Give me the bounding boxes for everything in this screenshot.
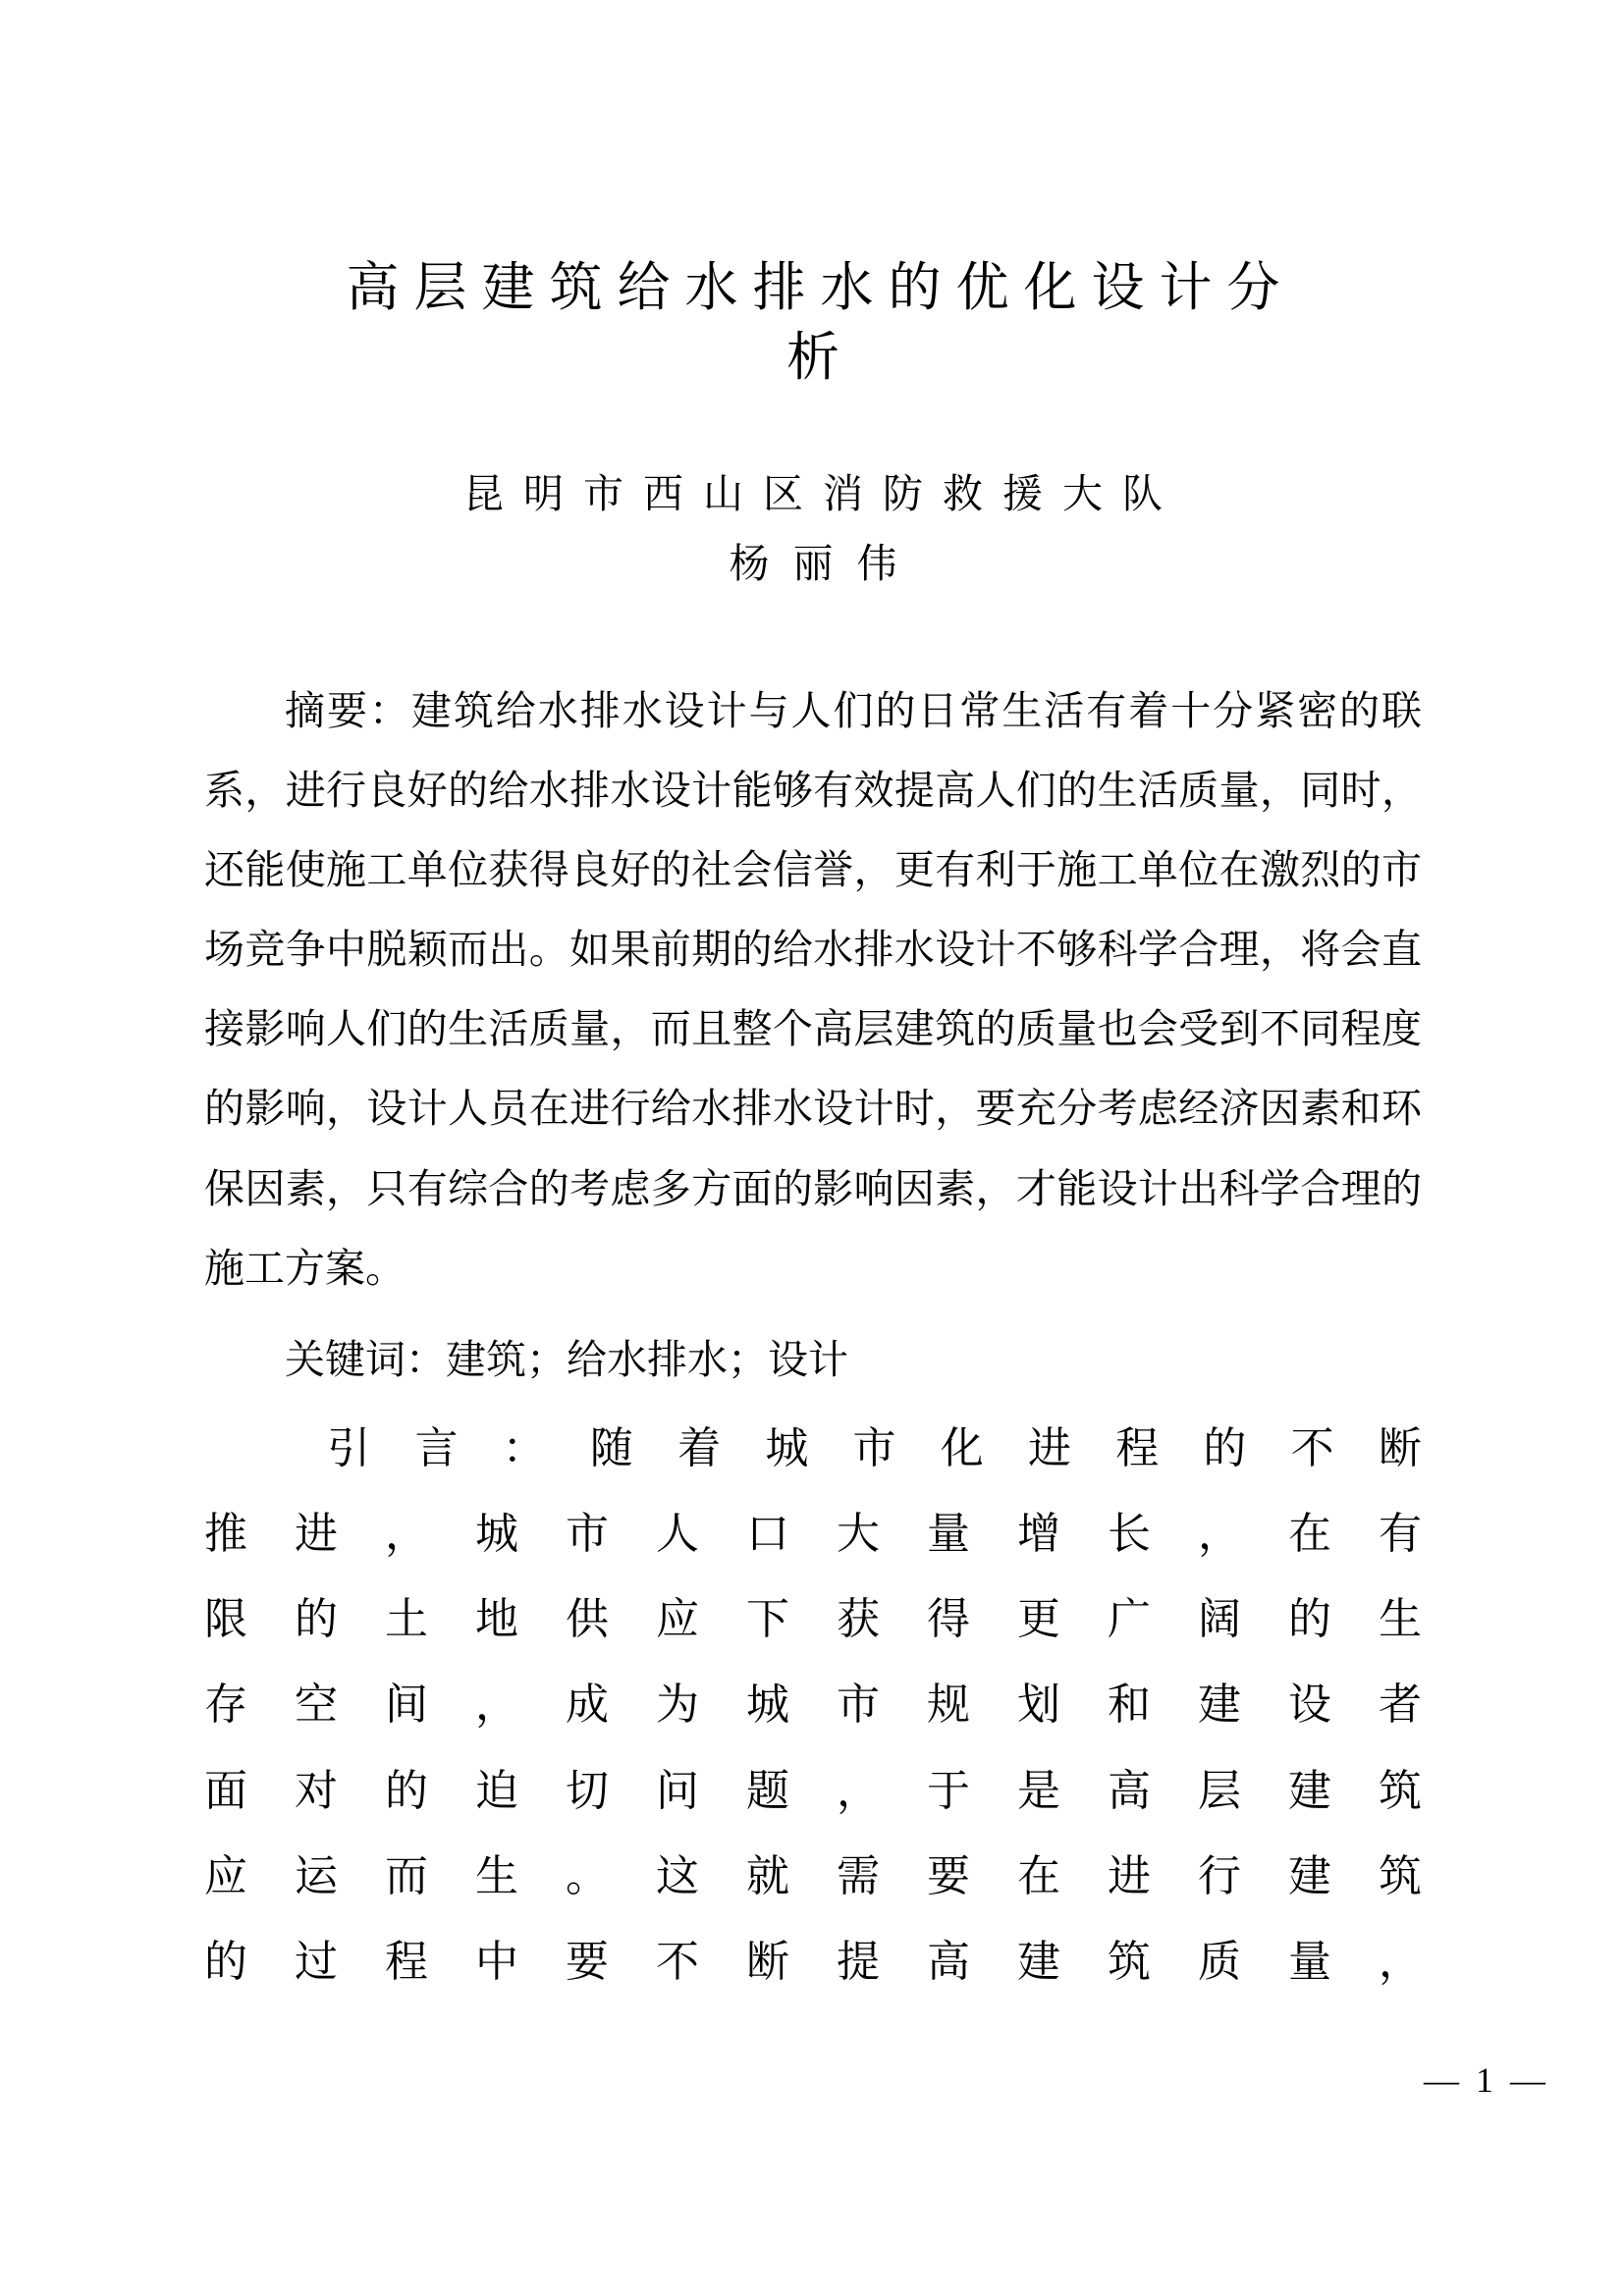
- intro-char: 不: [656, 1937, 699, 1986]
- intro-char: 而: [385, 1851, 428, 1900]
- intro-char: 市: [566, 1510, 609, 1559]
- intro-char: 高: [1108, 1766, 1151, 1815]
- intro-line: [204, 1406, 1422, 1491]
- intro-char: 这: [656, 1851, 699, 1900]
- intro-char: 要: [566, 1937, 609, 1986]
- intro-char: 需: [837, 1851, 880, 1900]
- intro-char: 随: [589, 1424, 633, 1473]
- intro-char: 。: [566, 1851, 609, 1900]
- intro-char: 限: [204, 1595, 247, 1644]
- abstract-paragraph: [204, 595, 1422, 1308]
- intro-char: 是: [1017, 1766, 1060, 1815]
- intro-char: 过: [295, 1937, 338, 1986]
- intro-char: 筑: [1379, 1766, 1422, 1815]
- intro-char: 城: [746, 1681, 789, 1730]
- intro-char: 筑: [1108, 1937, 1151, 1986]
- page-content: [204, 0, 1422, 2004]
- intro-char: 市: [837, 1681, 880, 1730]
- intro-char: ，: [1198, 1510, 1241, 1559]
- intro-char: 成: [566, 1681, 609, 1730]
- abstract-line: 同程度的影响，设计人员在进行给水排水设计时，要充分考虑经济: [204, 1006, 1423, 1132]
- intro-char: 存: [204, 1681, 247, 1730]
- intro-char: 提: [837, 1937, 880, 1986]
- intro-char: 于: [927, 1766, 970, 1815]
- intro-indent: [204, 1406, 283, 1491]
- intro-char: 切: [566, 1766, 609, 1815]
- abstract-line: 市场竞争中脱颖而出。如果前期的给水排水设计不够科学合理，将: [204, 846, 1422, 973]
- intro-line: [204, 1662, 1422, 1747]
- intro-char: 空: [295, 1681, 338, 1730]
- intro-char: 间: [385, 1681, 428, 1730]
- intro-char: 应: [204, 1851, 247, 1900]
- intro-char: 在: [1017, 1851, 1060, 1900]
- intro-char: 建: [1017, 1937, 1060, 1986]
- intro-char: ，: [475, 1681, 518, 1730]
- abstract-line: 因素和环保因素，只有综合的考虑多方面的影响因素，才能设计出: [204, 1086, 1423, 1211]
- intro-char: 程: [1115, 1424, 1160, 1473]
- intro-line: [204, 1919, 1422, 2004]
- intro-char: 质: [1198, 1937, 1241, 1986]
- abstract-line: 科学合理的施工方案。: [204, 1165, 1423, 1291]
- intro-char: 进: [1108, 1851, 1151, 1900]
- intro-char: 规: [927, 1681, 970, 1730]
- intro-char: 进: [295, 1510, 338, 1559]
- page-title: [204, 0, 1422, 394]
- abstract-line: 摘要：建筑给水排水设计与人们的日常生活有着十分紧密的联: [285, 687, 1422, 733]
- intro-char: 在: [1288, 1510, 1331, 1559]
- intro-char: 建: [1288, 1851, 1331, 1900]
- intro-char: ：: [502, 1424, 546, 1473]
- intro-char: 得: [927, 1595, 970, 1644]
- affiliation: 昆明市西山区消防救援大队: [463, 470, 1182, 516]
- intro-line: [204, 1748, 1422, 1834]
- intro-char: 要: [927, 1851, 970, 1900]
- intro-char: 进: [1027, 1424, 1071, 1473]
- abstract-line: 会直接影响人们的生活质量，而且整个高层建筑的质量也会受到不: [204, 927, 1423, 1052]
- intro-char: 的: [1203, 1424, 1247, 1473]
- intro-char: 土: [385, 1595, 428, 1644]
- introduction-paragraph: [204, 1400, 1422, 2004]
- intro-char: 阔: [1198, 1595, 1241, 1644]
- intro-char: 为: [656, 1681, 699, 1730]
- intro-char: 面: [204, 1766, 247, 1815]
- intro-char: ，: [837, 1766, 880, 1815]
- intro-char: 地: [475, 1595, 518, 1644]
- abstract-line: 系，进行良好的给水排水设计能够有效提高人们的生活质量，同时，: [204, 767, 1422, 813]
- intro-char: 运: [295, 1851, 338, 1900]
- intro-char: 口: [746, 1510, 789, 1559]
- intro-char: 供: [566, 1595, 609, 1644]
- intro-char: 着: [677, 1424, 722, 1473]
- intro-char: 有: [1379, 1510, 1422, 1559]
- intro-char: 对: [295, 1766, 338, 1815]
- intro-char: 者: [1379, 1681, 1422, 1730]
- intro-char: 建: [1198, 1681, 1241, 1730]
- intro-char: 不: [1290, 1424, 1334, 1473]
- intro-char: 广: [1108, 1595, 1151, 1644]
- intro-char: 的: [1288, 1595, 1331, 1644]
- abstract-line: 还能使施工单位获得良好的社会信誉，更有利于施工单位在激烈的: [204, 846, 1381, 892]
- intro-char: 高: [927, 1937, 970, 1986]
- intro-char: 就: [746, 1851, 789, 1900]
- intro-char: 引: [327, 1424, 371, 1473]
- intro-char: 筑: [1379, 1851, 1422, 1900]
- intro-char: 建: [1288, 1766, 1331, 1815]
- intro-char: 市: [852, 1424, 896, 1473]
- intro-char: 生: [475, 1851, 518, 1900]
- intro-char: ，: [1379, 1937, 1422, 1986]
- intro-char: 人: [656, 1510, 699, 1559]
- intro-char: 的: [295, 1595, 338, 1644]
- intro-char: 获: [837, 1595, 880, 1644]
- keywords-line: 关键词：建筑；给水排水；设计: [285, 1336, 848, 1382]
- intro-char: 层: [1198, 1766, 1241, 1815]
- intro-line: [204, 1576, 1422, 1662]
- intro-char: 化: [940, 1424, 984, 1473]
- author-name: 杨丽伟: [729, 541, 921, 587]
- intro-char: 迫: [475, 1766, 518, 1815]
- intro-char: 量: [1288, 1937, 1331, 1986]
- intro-line: [204, 1834, 1422, 1919]
- intro-char: 应: [656, 1595, 699, 1644]
- page-title-line-1: 高层建筑给水排水的优化设计分: [346, 258, 1295, 317]
- intro-char: 问: [656, 1766, 699, 1815]
- intro-char: 下: [746, 1595, 789, 1644]
- intro-char: 更: [1017, 1595, 1060, 1644]
- intro-char: 断: [1378, 1424, 1422, 1473]
- intro-char: 推: [204, 1510, 247, 1559]
- intro-char: 和: [1108, 1681, 1151, 1730]
- intro-char: 的: [385, 1766, 428, 1815]
- page-number-footer: — 1 —: [1424, 2060, 1549, 2100]
- intro-line: [204, 1491, 1422, 1576]
- intro-char: 题: [746, 1766, 789, 1815]
- intro-char: ，: [385, 1510, 428, 1559]
- intro-char: 增: [1017, 1510, 1060, 1559]
- intro-char: 程: [385, 1937, 428, 1986]
- intro-char: 大: [837, 1510, 880, 1559]
- intro-char: 言: [414, 1424, 459, 1473]
- intro-char: 城: [475, 1510, 518, 1559]
- intro-char: 生: [1379, 1595, 1422, 1644]
- intro-char: 断: [746, 1937, 789, 1986]
- intro-char: 的: [204, 1937, 247, 1986]
- intro-char: 设: [1288, 1681, 1331, 1730]
- intro-char: 划: [1017, 1681, 1060, 1730]
- intro-char: 量: [927, 1510, 970, 1559]
- intro-char: 城: [765, 1424, 809, 1473]
- intro-char: 行: [1198, 1851, 1241, 1900]
- intro-char: 中: [475, 1937, 518, 1986]
- page-title-line-2: 析: [786, 328, 854, 388]
- intro-char: 长: [1108, 1510, 1151, 1559]
